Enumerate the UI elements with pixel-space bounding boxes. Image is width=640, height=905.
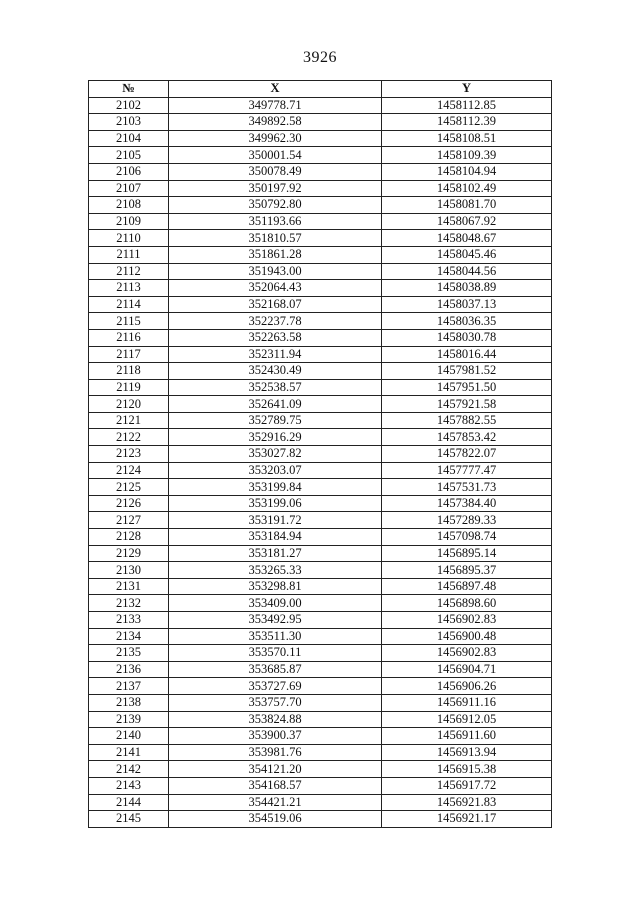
x-coordinate-cell: 353757.70 [169, 694, 382, 711]
point-number-cell: 2140 [89, 728, 169, 745]
y-coordinate-cell: 1458045.46 [382, 246, 552, 263]
point-number-cell: 2137 [89, 678, 169, 695]
point-number-cell: 2118 [89, 363, 169, 380]
y-coordinate-cell: 1456911.60 [382, 728, 552, 745]
x-coordinate-cell: 354121.20 [169, 761, 382, 778]
point-number-cell: 2107 [89, 180, 169, 197]
x-coordinate-cell: 350001.54 [169, 147, 382, 164]
table-row [89, 230, 552, 247]
x-coordinate-cell: 351193.66 [169, 213, 382, 230]
table-row [89, 446, 552, 463]
point-number-cell: 2120 [89, 396, 169, 413]
point-number-cell: 2126 [89, 495, 169, 512]
table-row [89, 379, 552, 396]
x-coordinate-cell: 350078.49 [169, 163, 382, 180]
y-coordinate-cell: 1456902.83 [382, 612, 552, 629]
point-number-cell: 2144 [89, 794, 169, 811]
x-coordinate-cell: 352430.49 [169, 363, 382, 380]
x-coordinate-cell: 353570.11 [169, 645, 382, 662]
table-row [89, 147, 552, 164]
point-number-cell: 2125 [89, 479, 169, 496]
x-coordinate-cell: 349778.71 [169, 97, 382, 114]
x-coordinate-cell: 353298.81 [169, 578, 382, 595]
x-coordinate-cell: 352789.75 [169, 412, 382, 429]
table-row [89, 661, 552, 678]
point-number-cell: 2114 [89, 296, 169, 313]
y-coordinate-cell: 1457098.74 [382, 529, 552, 546]
x-coordinate-cell: 354168.57 [169, 777, 382, 794]
x-coordinate-cell: 353900.37 [169, 728, 382, 745]
point-number-cell: 2108 [89, 197, 169, 214]
table-row [89, 97, 552, 114]
point-number-cell: 2103 [89, 114, 169, 131]
table-row [89, 396, 552, 413]
y-coordinate-cell: 1456911.16 [382, 694, 552, 711]
point-number-cell: 2111 [89, 246, 169, 263]
table-row [89, 512, 552, 529]
table-body [89, 97, 552, 827]
page-number: 3926 [303, 49, 337, 66]
x-coordinate-cell: 351943.00 [169, 263, 382, 280]
y-coordinate-cell: 1457531.73 [382, 479, 552, 496]
table-row [89, 761, 552, 778]
table-row [89, 777, 552, 794]
y-coordinate-cell: 1456915.38 [382, 761, 552, 778]
y-coordinate-cell: 1458109.39 [382, 147, 552, 164]
x-coordinate-cell: 353199.84 [169, 479, 382, 496]
x-coordinate-cell: 353981.76 [169, 744, 382, 761]
table-row [89, 612, 552, 629]
table-row [89, 462, 552, 479]
column-header-x: X [169, 81, 382, 98]
point-number-cell: 2109 [89, 213, 169, 230]
y-coordinate-cell: 1456917.72 [382, 777, 552, 794]
coordinates-table [88, 80, 552, 828]
x-coordinate-cell: 353727.69 [169, 678, 382, 695]
table-row [89, 296, 552, 313]
x-coordinate-cell: 352237.78 [169, 313, 382, 330]
table-row [89, 130, 552, 147]
y-coordinate-cell: 1458102.49 [382, 180, 552, 197]
y-coordinate-cell: 1456895.14 [382, 545, 552, 562]
point-number-cell: 2133 [89, 612, 169, 629]
table-row [89, 495, 552, 512]
y-coordinate-cell: 1458112.39 [382, 114, 552, 131]
table-row [89, 694, 552, 711]
y-coordinate-cell: 1458037.13 [382, 296, 552, 313]
x-coordinate-cell: 352916.29 [169, 429, 382, 446]
x-coordinate-cell: 353409.00 [169, 595, 382, 612]
point-number-cell: 2131 [89, 578, 169, 595]
table-row [89, 794, 552, 811]
x-coordinate-cell: 350197.92 [169, 180, 382, 197]
table-row [89, 412, 552, 429]
y-coordinate-cell: 1458038.89 [382, 280, 552, 297]
y-coordinate-cell: 1457384.40 [382, 495, 552, 512]
x-coordinate-cell: 353184.94 [169, 529, 382, 546]
point-number-cell: 2127 [89, 512, 169, 529]
table-row [89, 479, 552, 496]
point-number-cell: 2142 [89, 761, 169, 778]
point-number-cell: 2117 [89, 346, 169, 363]
point-number-cell: 2136 [89, 661, 169, 678]
point-number-cell: 2128 [89, 529, 169, 546]
table-row [89, 711, 552, 728]
table-row [89, 562, 552, 579]
y-coordinate-cell: 1458048.67 [382, 230, 552, 247]
x-coordinate-cell: 352538.57 [169, 379, 382, 396]
table-row [89, 163, 552, 180]
point-number-cell: 2106 [89, 163, 169, 180]
point-number-cell: 2134 [89, 628, 169, 645]
point-number-cell: 2135 [89, 645, 169, 662]
x-coordinate-cell: 352311.94 [169, 346, 382, 363]
point-number-cell: 2141 [89, 744, 169, 761]
y-coordinate-cell: 1456897.48 [382, 578, 552, 595]
table-row [89, 197, 552, 214]
table-row [89, 744, 552, 761]
y-coordinate-cell: 1456902.83 [382, 645, 552, 662]
y-coordinate-cell: 1457289.33 [382, 512, 552, 529]
table-row [89, 545, 552, 562]
table-row [89, 263, 552, 280]
point-number-cell: 2122 [89, 429, 169, 446]
y-coordinate-cell: 1456906.26 [382, 678, 552, 695]
y-coordinate-cell: 1458016.44 [382, 346, 552, 363]
x-coordinate-cell: 352064.43 [169, 280, 382, 297]
y-coordinate-cell: 1457822.07 [382, 446, 552, 463]
y-coordinate-cell: 1457882.55 [382, 412, 552, 429]
y-coordinate-cell: 1457951.50 [382, 379, 552, 396]
y-coordinate-cell: 1458112.85 [382, 97, 552, 114]
column-header-number: № [89, 81, 169, 98]
point-number-cell: 2116 [89, 329, 169, 346]
x-coordinate-cell: 353824.88 [169, 711, 382, 728]
x-coordinate-cell: 350792.80 [169, 197, 382, 214]
y-coordinate-cell: 1456921.17 [382, 811, 552, 828]
x-coordinate-cell: 349962.30 [169, 130, 382, 147]
point-number-cell: 2110 [89, 230, 169, 247]
table-row [89, 313, 552, 330]
y-coordinate-cell: 1457853.42 [382, 429, 552, 446]
table-row [89, 529, 552, 546]
y-coordinate-cell: 1456921.83 [382, 794, 552, 811]
y-coordinate-cell: 1457921.58 [382, 396, 552, 413]
y-coordinate-cell: 1456900.48 [382, 628, 552, 645]
x-coordinate-cell: 353191.72 [169, 512, 382, 529]
x-coordinate-cell: 353492.95 [169, 612, 382, 629]
x-coordinate-cell: 353027.82 [169, 446, 382, 463]
point-number-cell: 2130 [89, 562, 169, 579]
table-row [89, 346, 552, 363]
y-coordinate-cell: 1458030.78 [382, 329, 552, 346]
table-row [89, 180, 552, 197]
table-row [89, 114, 552, 131]
y-coordinate-cell: 1456912.05 [382, 711, 552, 728]
table-row [89, 628, 552, 645]
table-header-row [89, 81, 552, 98]
column-header-y: Y [382, 81, 552, 98]
point-number-cell: 2132 [89, 595, 169, 612]
table-row [89, 645, 552, 662]
x-coordinate-cell: 352263.58 [169, 329, 382, 346]
point-number-cell: 2112 [89, 263, 169, 280]
point-number-cell: 2113 [89, 280, 169, 297]
x-coordinate-cell: 351861.28 [169, 246, 382, 263]
point-number-cell: 2123 [89, 446, 169, 463]
table-row [89, 728, 552, 745]
table-row [89, 678, 552, 695]
x-coordinate-cell: 353265.33 [169, 562, 382, 579]
point-number-cell: 2115 [89, 313, 169, 330]
point-number-cell: 2138 [89, 694, 169, 711]
x-coordinate-cell: 354519.06 [169, 811, 382, 828]
table-row [89, 280, 552, 297]
y-coordinate-cell: 1456904.71 [382, 661, 552, 678]
table-row [89, 595, 552, 612]
table-row [89, 578, 552, 595]
y-coordinate-cell: 1458036.35 [382, 313, 552, 330]
x-coordinate-cell: 354421.21 [169, 794, 382, 811]
table-row [89, 363, 552, 380]
point-number-cell: 2102 [89, 97, 169, 114]
y-coordinate-cell: 1457981.52 [382, 363, 552, 380]
point-number-cell: 2145 [89, 811, 169, 828]
table-row [89, 329, 552, 346]
x-coordinate-cell: 352641.09 [169, 396, 382, 413]
y-coordinate-cell: 1458104.94 [382, 163, 552, 180]
x-coordinate-cell: 349892.58 [169, 114, 382, 131]
table-row [89, 246, 552, 263]
x-coordinate-cell: 353181.27 [169, 545, 382, 562]
x-coordinate-cell: 353511.30 [169, 628, 382, 645]
point-number-cell: 2104 [89, 130, 169, 147]
x-coordinate-cell: 353203.07 [169, 462, 382, 479]
table-row [89, 811, 552, 828]
point-number-cell: 2129 [89, 545, 169, 562]
y-coordinate-cell: 1456898.60 [382, 595, 552, 612]
table-row [89, 213, 552, 230]
x-coordinate-cell: 353685.87 [169, 661, 382, 678]
point-number-cell: 2105 [89, 147, 169, 164]
y-coordinate-cell: 1458081.70 [382, 197, 552, 214]
point-number-cell: 2124 [89, 462, 169, 479]
y-coordinate-cell: 1457777.47 [382, 462, 552, 479]
point-number-cell: 2139 [89, 711, 169, 728]
y-coordinate-cell: 1456913.94 [382, 744, 552, 761]
y-coordinate-cell: 1456895.37 [382, 562, 552, 579]
x-coordinate-cell: 353199.06 [169, 495, 382, 512]
y-coordinate-cell: 1458108.51 [382, 130, 552, 147]
point-number-cell: 2121 [89, 412, 169, 429]
point-number-cell: 2119 [89, 379, 169, 396]
x-coordinate-cell: 352168.07 [169, 296, 382, 313]
x-coordinate-cell: 351810.57 [169, 230, 382, 247]
table-row [89, 429, 552, 446]
y-coordinate-cell: 1458044.56 [382, 263, 552, 280]
y-coordinate-cell: 1458067.92 [382, 213, 552, 230]
point-number-cell: 2143 [89, 777, 169, 794]
